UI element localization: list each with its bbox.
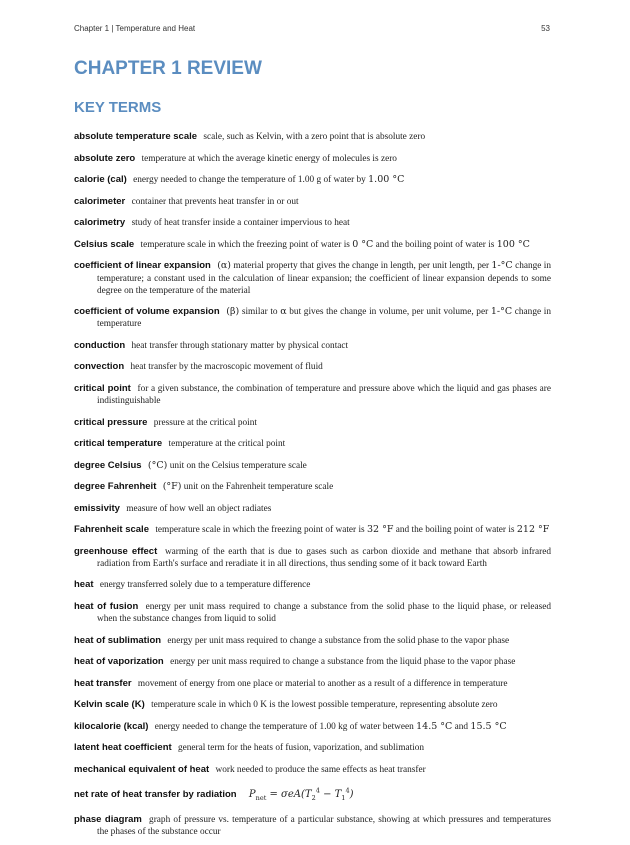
term-entry xyxy=(74,579,551,591)
term-name: calorie (cal) xyxy=(74,174,127,186)
term-entry xyxy=(74,481,551,493)
radiation-formula xyxy=(248,787,354,803)
term-definition: heat transfer by the macroscopic movement of fluid xyxy=(130,362,323,373)
term-name: absolute zero xyxy=(74,152,136,164)
term-name: heat xyxy=(74,579,94,591)
term-entry xyxy=(74,601,551,625)
term-entry xyxy=(74,460,551,472)
term-name: heat of fusion xyxy=(74,600,139,612)
math-value: 212 °F xyxy=(516,524,550,536)
term-definition-cont: and the boiling point of water is xyxy=(375,239,495,250)
term-name: greenhouse effect xyxy=(74,545,158,557)
term-definition: temperature scale in which the freezing point of water is xyxy=(155,525,365,536)
term-entry xyxy=(74,340,551,352)
term-definition: energy needed to change the temperature of 1.00 g of water by xyxy=(133,175,366,186)
term-definition: similar to xyxy=(241,307,278,318)
term-entry xyxy=(74,546,551,570)
math-symbol: (β) xyxy=(226,306,240,318)
term-name: coefficient of volume expansion xyxy=(74,306,220,318)
term-entry xyxy=(74,131,551,143)
math-symbol: (α) xyxy=(217,260,232,272)
term-entry xyxy=(74,153,551,165)
section-title: KEY TERMS xyxy=(74,99,162,116)
term-definition: movement of energy from one place or material to another as a result of a difference in temperature xyxy=(137,678,508,689)
term-definition-cont: and xyxy=(454,721,469,732)
math-symbol: (°C) xyxy=(147,459,168,471)
term-entry xyxy=(74,417,551,429)
term-definition: material property that gives the change in length, per unit length, per xyxy=(233,261,490,272)
term-entry xyxy=(74,260,551,297)
term-name: critical pressure xyxy=(74,416,148,428)
term-definition: energy needed to change the temperature of 1.00 kg of water between xyxy=(154,721,414,732)
term-entry xyxy=(74,699,551,711)
math-value: 0 °C xyxy=(352,238,374,250)
term-name: calorimeter xyxy=(74,195,126,207)
term-name: degree Celsius xyxy=(74,459,142,471)
math-value: 1-°C xyxy=(490,306,513,318)
term-definition: unit on the Celsius temperature scale xyxy=(169,460,307,471)
formula-close: ) xyxy=(349,789,354,801)
term-name: heat transfer xyxy=(74,677,132,689)
term-definition: container that prevents heat transfer in or out xyxy=(131,196,299,207)
term-name: coefficient of linear expansion xyxy=(74,260,211,272)
term-name: latent heat coefficient xyxy=(74,742,172,754)
term-definition: work needed to produce the same effects as heat transfer xyxy=(215,764,426,775)
term-entry xyxy=(74,524,551,536)
term-definition: energy transferred solely due to a temperature difference xyxy=(99,580,311,591)
term-entry xyxy=(74,785,551,805)
term-entry xyxy=(74,438,551,450)
math-value: 15.5 °C xyxy=(470,720,507,732)
term-definition: warming of the earth that is due to gases such as carbon dioxide and methane that absorb infrared radiation from Earth's surface and reradiate it in all directions, thus sending some of it back toward Earth xyxy=(97,546,552,569)
term-name: heat of sublimation xyxy=(74,634,162,646)
term-entry xyxy=(74,742,551,754)
term-name: critical temperature xyxy=(74,438,163,450)
term-entry xyxy=(74,814,551,838)
term-definition: temperature at which the average kinetic energy of molecules is zero xyxy=(141,153,397,164)
term-name: conduction xyxy=(74,339,126,351)
formula-rhs: = σeA(T xyxy=(269,789,312,801)
term-name: net rate of heat transfer by radiation xyxy=(74,789,237,801)
formula-sub-2: 2 xyxy=(311,794,316,803)
term-entry xyxy=(74,678,551,690)
term-definition: measure of how well an object radiates xyxy=(126,503,272,514)
term-definition: temperature scale in which the freezing point of water is xyxy=(140,239,350,250)
term-entry xyxy=(74,721,551,733)
term-definition-cont: but gives the change in volume, per unit volume, per xyxy=(289,307,489,318)
term-definition: heat transfer through stationary matter by physical contact xyxy=(131,340,349,351)
term-entry xyxy=(74,383,551,407)
running-header: Chapter 1 | Temperature and Heat xyxy=(74,24,196,33)
math-symbol: (°F) xyxy=(162,481,182,493)
term-definition: scale, such as Kelvin, with a zero point that is absolute zero xyxy=(203,132,426,143)
key-terms-list xyxy=(74,122,551,845)
term-entry xyxy=(74,217,551,229)
formula-net-subscript: net xyxy=(255,794,267,803)
term-entry xyxy=(74,503,551,515)
term-name: calorimetry xyxy=(74,217,126,229)
page-number: 53 xyxy=(541,24,550,33)
term-name: Celsius scale xyxy=(74,238,135,250)
formula-minus: − T xyxy=(319,789,342,801)
term-definition: energy per unit mass required to change a substance from the solid phase to the liquid phase, or released when the substance changes from liquid to solid xyxy=(97,601,551,625)
term-name: heat of vaporization xyxy=(74,656,164,668)
term-name: critical point xyxy=(74,382,131,394)
term-name: phase diagram xyxy=(74,813,142,825)
term-definition: graph of pressure vs. temperature of a particular substance, showing at which pressures and temperatures the phases of the substance occur xyxy=(97,814,551,838)
term-name: degree Fahrenheit xyxy=(74,481,157,493)
term-definition: energy per unit mass required to change a substance from the liquid phase to the vapor phase xyxy=(170,657,516,668)
term-entry xyxy=(74,635,551,647)
term-name: Fahrenheit scale xyxy=(74,524,149,536)
term-name: kilocalorie (kcal) xyxy=(74,720,149,732)
term-name: emissivity xyxy=(74,502,120,514)
math-value: 1.00 °C xyxy=(368,174,405,186)
formula-pow-4a: 4 xyxy=(315,787,320,796)
math-value: 1-°C xyxy=(491,260,513,272)
term-entry xyxy=(74,764,551,776)
term-name: absolute temperature scale xyxy=(74,131,198,143)
math-value: 14.5 °C xyxy=(416,720,453,732)
term-entry xyxy=(74,306,551,330)
term-name: Kelvin scale (K) xyxy=(74,699,145,711)
formula-sub-1: 1 xyxy=(341,794,346,803)
term-definition-cont: change in temperature xyxy=(97,307,551,330)
term-definition-cont: change in temperature; a constant used in the calculation of linear expansion; the coefficient of linear expansion depends to some degree on the temperature of the material xyxy=(97,261,551,296)
term-definition: pressure at the critical point xyxy=(153,417,257,428)
term-definition: for a given substance, the combination of temperature and pressure above which the liquid and gas phases are indistinguishable xyxy=(97,383,551,407)
term-definition: energy per unit mass required to change a substance from the solid phase to the vapor phase xyxy=(167,635,510,646)
math-value: α xyxy=(280,306,287,318)
math-value: 100 °C xyxy=(496,238,530,250)
term-entry xyxy=(74,361,551,373)
math-value: 32 °F xyxy=(367,524,394,536)
term-definition-cont: and the boiling point of water is xyxy=(395,525,515,536)
term-definition: temperature at the critical point xyxy=(168,439,286,450)
term-name: convection xyxy=(74,361,125,373)
term-definition: general term for the heats of fusion, vaporization, and sublimation xyxy=(178,743,425,754)
term-entry xyxy=(74,196,551,208)
term-entry xyxy=(74,656,551,668)
chapter-title: CHAPTER 1 REVIEW xyxy=(74,58,262,79)
term-entry xyxy=(74,174,551,186)
term-definition: temperature scale in which 0 K is the lowest possible temperature, representing absolute zero xyxy=(151,700,498,711)
term-definition: study of heat transfer inside a container impervious to heat xyxy=(131,218,350,229)
term-definition: unit on the Fahrenheit temperature scale xyxy=(183,482,334,493)
term-entry xyxy=(74,239,551,251)
formula-p: P xyxy=(248,789,256,801)
term-name: mechanical equivalent of heat xyxy=(74,763,210,775)
formula-pow-4b: 4 xyxy=(345,787,350,796)
